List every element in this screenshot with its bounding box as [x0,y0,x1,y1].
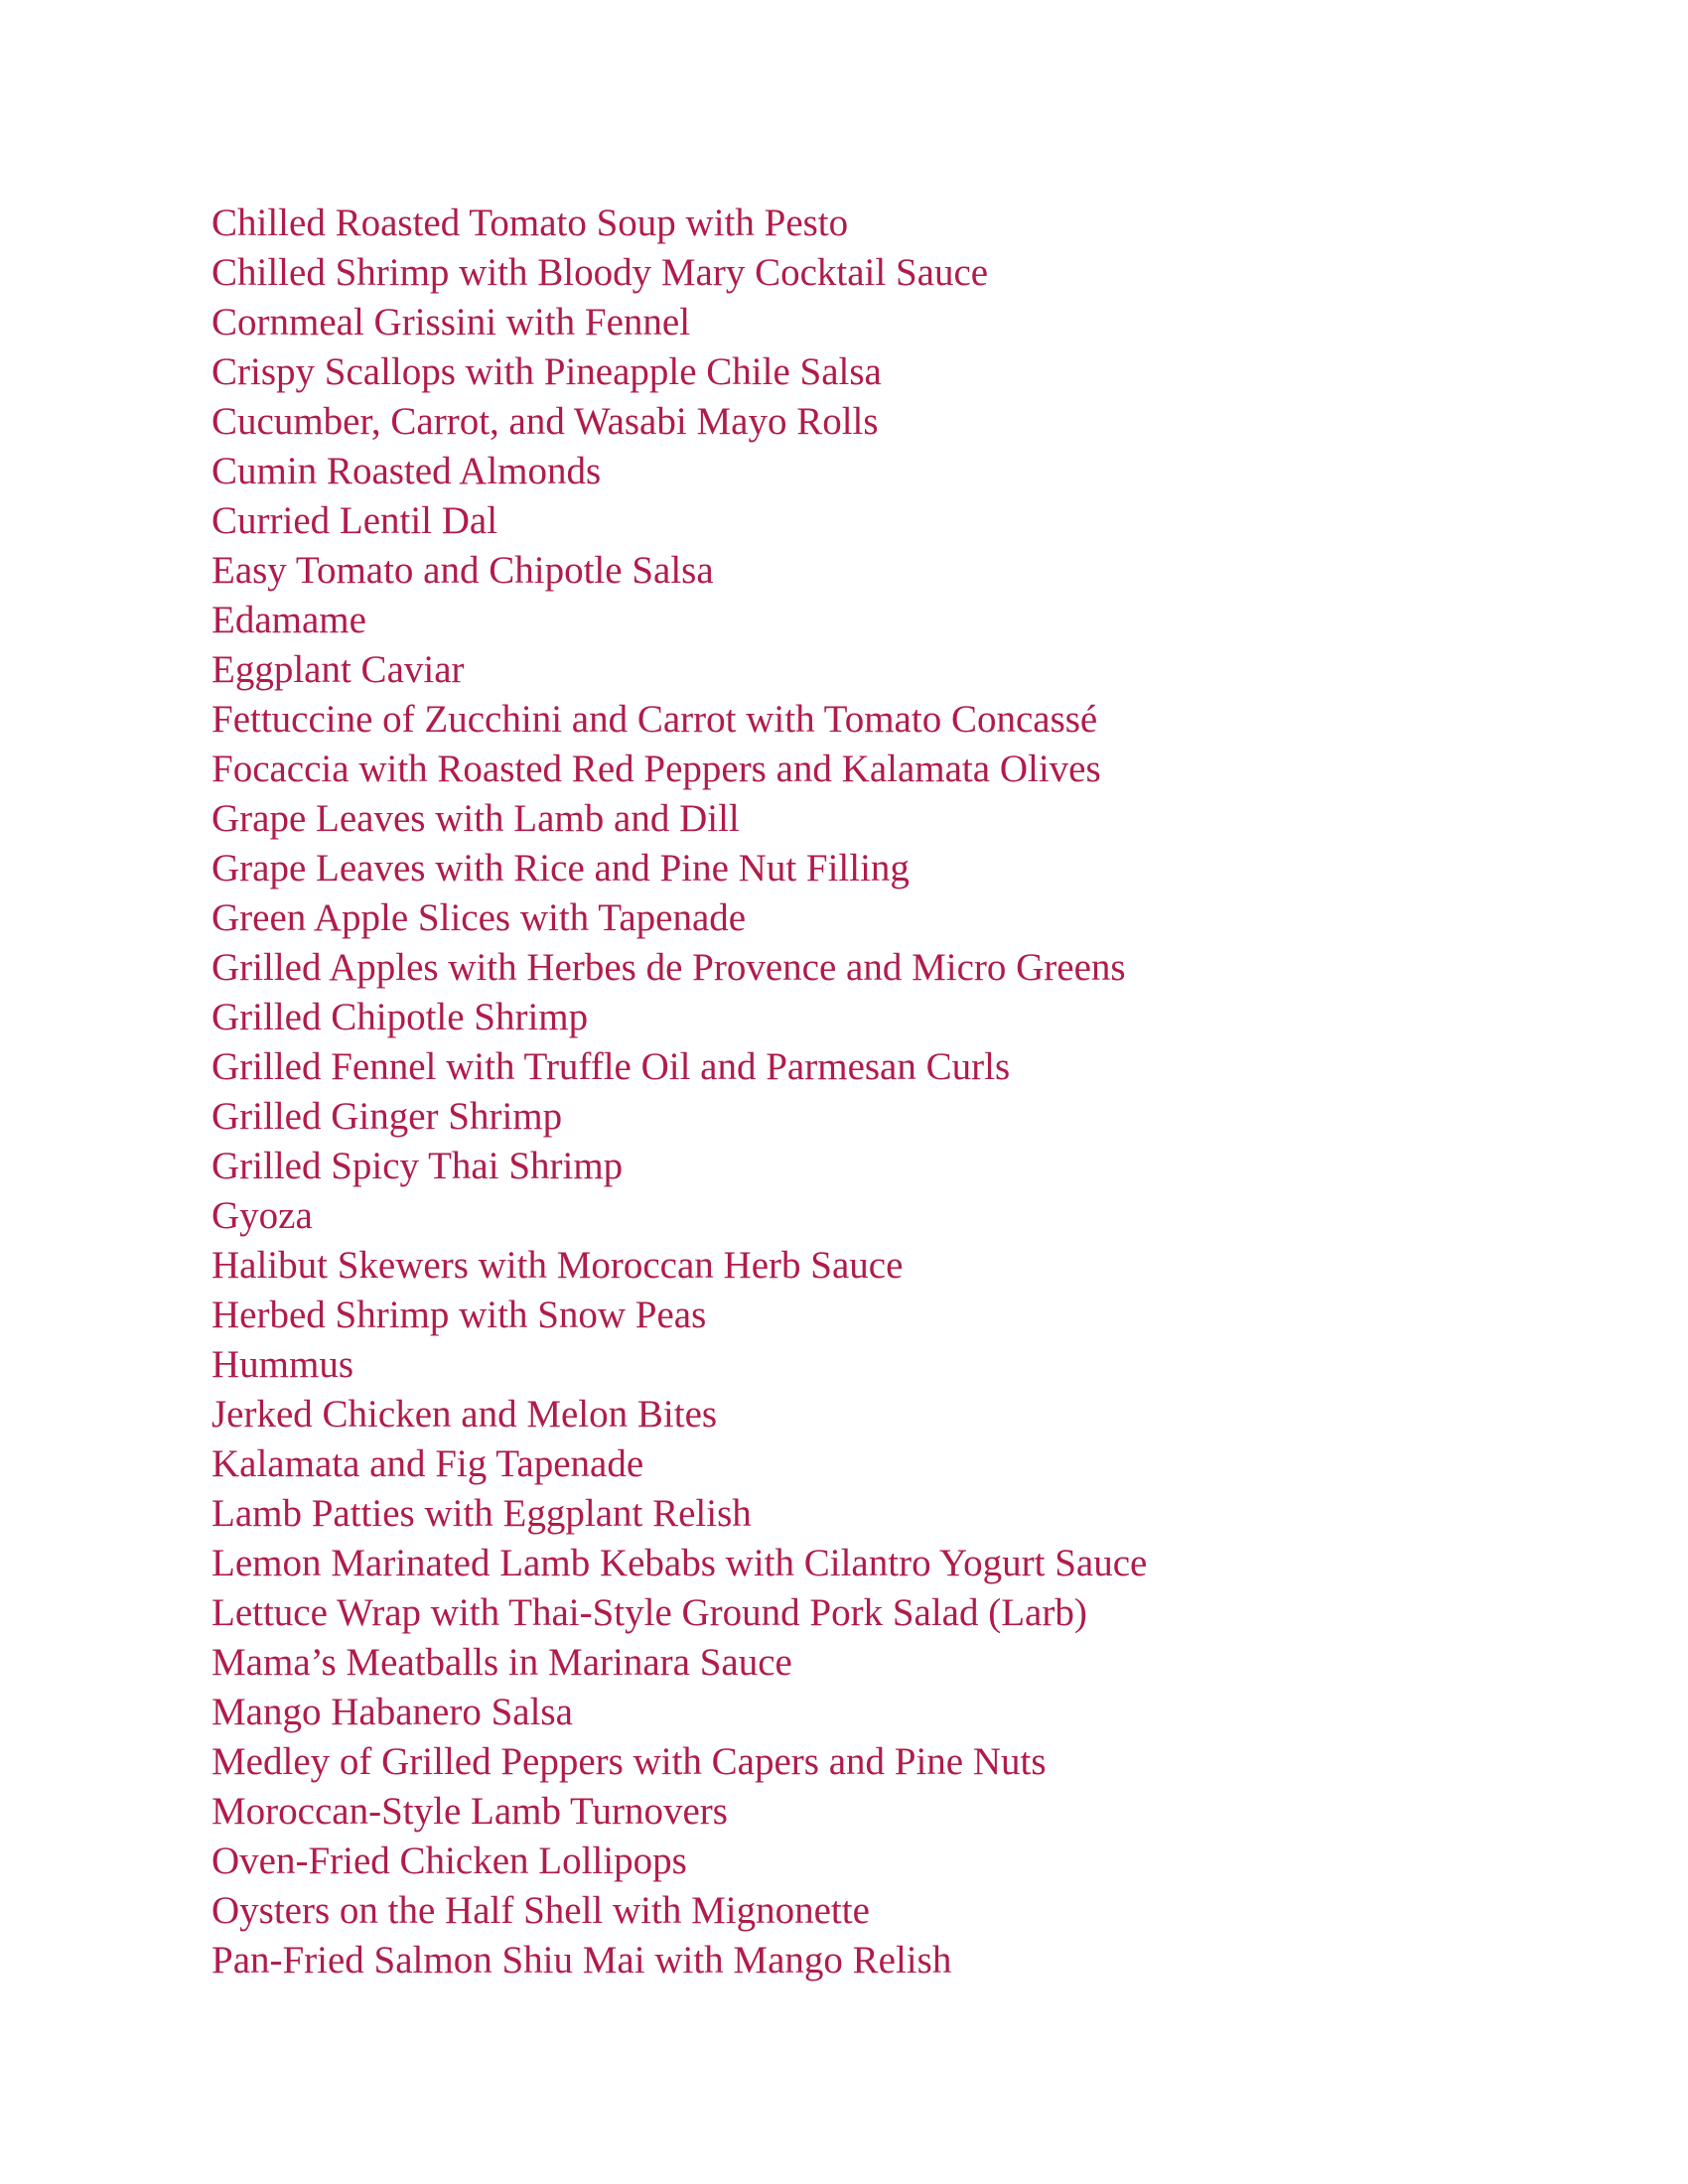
recipe-link[interactable]: Lettuce Wrap with Thai-Style Ground Pork Salad (Larb) [211,1591,1087,1634]
recipe-link[interactable]: Easy Tomato and Chipotle Salsa [211,549,714,592]
recipe-link[interactable]: Moroccan-Style Lamb Turnovers [211,1790,728,1833]
list-item [211,1588,1147,1638]
list-item [211,298,1147,347]
recipe-link[interactable]: Medley of Grilled Peppers with Capers and Pine Nuts [211,1740,1047,1783]
recipe-link[interactable]: Grilled Ginger Shrimp [211,1095,563,1138]
recipe-link[interactable]: Grape Leaves with Lamb and Dill [211,797,740,840]
recipe-link[interactable]: Grilled Apples with Herbes de Provence and Micro Greens [211,946,1126,989]
recipe-link[interactable]: Mango Habanero Salsa [211,1691,573,1733]
recipe-link[interactable]: Grilled Spicy Thai Shrimp [211,1145,624,1187]
list-item [211,1142,1147,1191]
list-item [211,844,1147,893]
list-item [211,993,1147,1042]
recipe-link[interactable]: Kalamata and Fig Tapenade [211,1442,644,1485]
list-item [211,1837,1147,1886]
recipe-link[interactable]: Mama’s Meatballs in Marinara Sauce [211,1641,792,1684]
recipe-link[interactable]: Oysters on the Half Shell with Mignonette [211,1889,870,1932]
list-item [211,943,1147,993]
list-item [211,1291,1147,1340]
list-item [211,1886,1147,1936]
list-item [211,397,1147,447]
recipe-link[interactable]: Edamame [211,599,366,641]
recipe-link[interactable]: Grilled Chipotle Shrimp [211,996,589,1038]
list-item [211,745,1147,794]
list-item [211,1191,1147,1241]
list-item [211,1638,1147,1688]
recipe-link[interactable]: Gyoza [211,1194,313,1237]
recipe-link[interactable]: Grape Leaves with Rice and Pine Nut Filling [211,847,910,889]
recipe-link[interactable]: Lemon Marinated Lamb Kebabs with Cilantro Yogurt Sauce [211,1542,1148,1584]
list-item [211,596,1147,645]
recipe-index-list [211,199,1147,1985]
recipe-link[interactable]: Halibut Skewers with Moroccan Herb Sauce [211,1244,904,1287]
recipe-link[interactable]: Oven-Fried Chicken Lollipops [211,1840,687,1882]
recipe-link[interactable]: Hummus [211,1343,354,1386]
list-item [211,199,1147,248]
list-item [211,695,1147,745]
recipe-link[interactable]: Grilled Fennel with Truffle Oil and Parmesan Curls [211,1045,1011,1088]
list-item [211,546,1147,596]
recipe-link[interactable]: Curried Lentil Dal [211,499,498,542]
list-item [211,1092,1147,1142]
recipe-link[interactable]: Focaccia with Roasted Red Peppers and Kalamata Olives [211,748,1101,790]
recipe-link[interactable]: Fettuccine of Zucchini and Carrot with Tomato Concassé [211,698,1098,741]
recipe-link[interactable]: Pan-Fried Salmon Shiu Mai with Mango Relish [211,1939,952,1981]
list-item [211,248,1147,298]
list-item [211,1439,1147,1489]
recipe-link[interactable]: Green Apple Slices with Tapenade [211,896,747,939]
recipe-link[interactable]: Lamb Patties with Eggplant Relish [211,1492,752,1535]
recipe-link[interactable]: Eggplant Caviar [211,648,465,691]
list-item [211,1936,1147,1985]
recipe-link[interactable]: Chilled Roasted Tomato Soup with Pesto [211,202,849,244]
list-item [211,1241,1147,1291]
recipe-link[interactable]: Cumin Roasted Almonds [211,450,602,492]
list-item [211,1737,1147,1787]
list-item [211,1340,1147,1390]
recipe-link[interactable]: Cucumber, Carrot, and Wasabi Mayo Rolls [211,400,879,443]
recipe-link[interactable]: Cornmeal Grissini with Fennel [211,301,691,343]
recipe-link[interactable]: Chilled Shrimp with Bloody Mary Cocktail Sauce [211,251,989,294]
list-item [211,447,1147,496]
recipe-link[interactable]: Jerked Chicken and Melon Bites [211,1393,718,1435]
list-item [211,347,1147,397]
list-item [211,1787,1147,1837]
list-item [211,1489,1147,1539]
list-item [211,496,1147,546]
list-item [211,1539,1147,1588]
list-item [211,794,1147,844]
recipe-link[interactable]: Crispy Scallops with Pineapple Chile Salsa [211,350,882,393]
list-item [211,1042,1147,1092]
list-item [211,893,1147,943]
list-item [211,1390,1147,1439]
list-item [211,645,1147,695]
list-item [211,1688,1147,1737]
recipe-link[interactable]: Herbed Shrimp with Snow Peas [211,1294,707,1336]
